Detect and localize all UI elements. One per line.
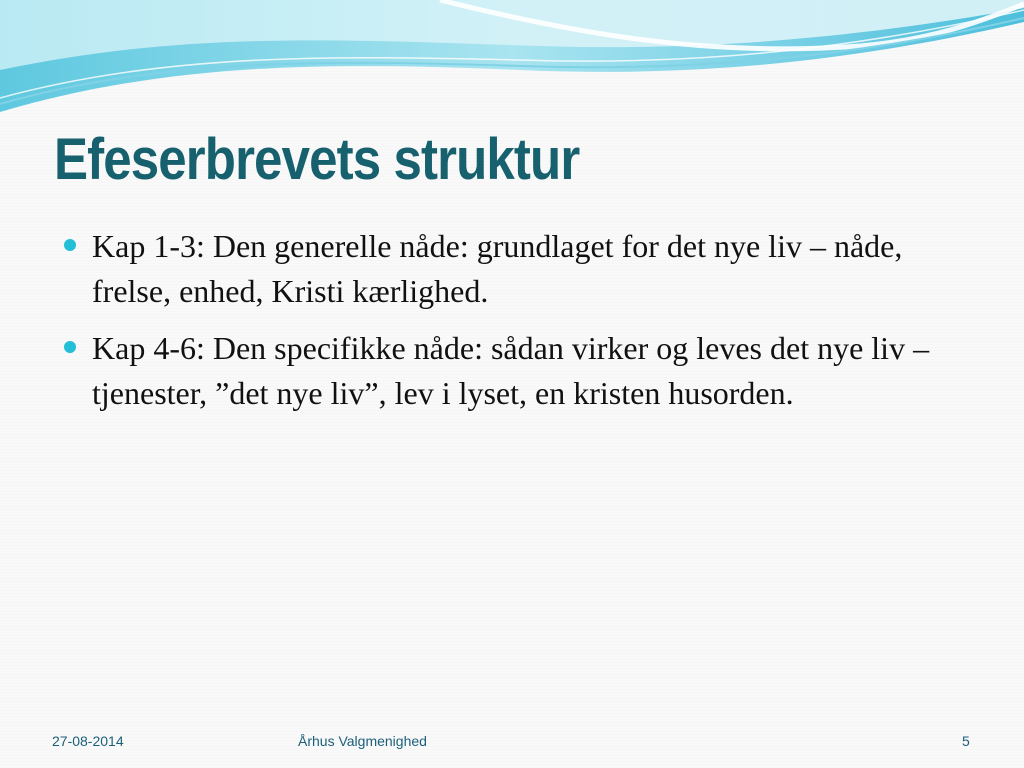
bullet-list bbox=[62, 224, 967, 416]
bullet-dot-icon bbox=[64, 239, 76, 251]
footer-date: 27-08-2014 bbox=[52, 733, 124, 749]
decorative-wave-header bbox=[0, 0, 1024, 120]
footer-organization: Århus Valgmenighed bbox=[298, 733, 427, 749]
footer-page-number: 5 bbox=[962, 733, 970, 749]
bullet-item bbox=[62, 224, 967, 314]
bullet-item bbox=[62, 326, 967, 416]
bullet-text: Kap 1-3: Den generelle nåde: grundlaget for det nye liv – nåde, frelse, enhed, Kristi kærlighed. bbox=[92, 228, 903, 309]
bullet-text: Kap 4-6: Den specifikke nåde: sådan virker og leves det nye liv – tjenester, ”det nye liv”, lev i lyset, en kristen husorden. bbox=[92, 330, 930, 411]
bullet-dot-icon bbox=[64, 341, 76, 353]
slide-content bbox=[62, 224, 967, 428]
slide-title: Efeserbrevets struktur bbox=[54, 127, 580, 192]
